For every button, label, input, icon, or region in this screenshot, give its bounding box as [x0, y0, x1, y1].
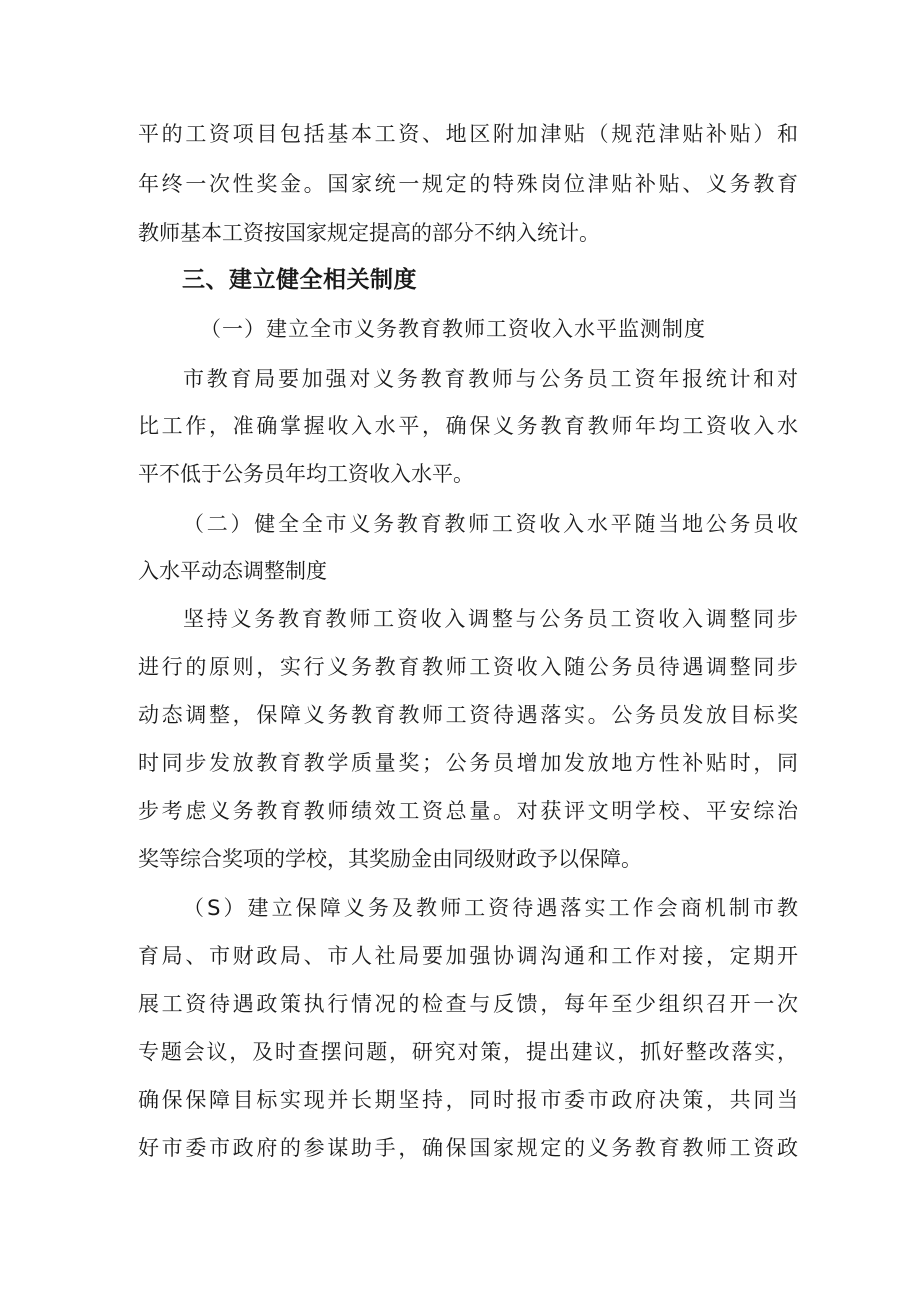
paragraph-line: 步考虑义务教育教师绩效工资总量。对获评文明学校、平安综治: [138, 799, 798, 823]
paragraph-line: 年终一次性奖金。国家统一规定的特殊岗位津贴补贴、义务教育: [138, 172, 798, 196]
paragraph-line: 确保保障目标实现并长期坚持，同时报市委市政府决策，共同当: [138, 1088, 798, 1112]
paragraph-line: 教师基本工资按国家规定提高的部分不纳入统计。: [138, 221, 600, 245]
paragraph-line: 动态调整，保障义务教育教师工资待遇落实。公务员发放目标奖: [138, 703, 798, 727]
paragraph-line: 坚持义务教育教师工资收入调整与公务员工资收入调整同步: [183, 607, 798, 631]
paragraph-line: 平的工资项目包括基本工资、地区附加津贴（规范津贴补贴）和: [138, 122, 798, 146]
subsection-title: （一）建立全市义务教育教师工资收入水平监测制度: [200, 317, 706, 341]
paragraph-line: 平不低于公务员年均工资收入水平。: [138, 462, 474, 486]
paragraph-line: 比工作，准确掌握收入水平，确保义务教育教师年均工资收入水: [138, 414, 798, 438]
paragraph-line: 好市委市政府的参谋助手，确保国家规定的义务教育教师工资政: [138, 1136, 798, 1160]
subsection-title: 入水平动态调整制度: [138, 559, 327, 583]
subsection-title: （二）健全全市义务教育教师工资收入水平随当地公务员收: [183, 512, 798, 536]
paragraph-line: 专题会议，及时查摆问题，研究对策，提出建议，抓好整改落实，: [138, 1040, 798, 1064]
paragraph-line: 展工资待遇政策执行情况的检查与反馈，每年至少组织召开一次: [138, 992, 798, 1016]
paragraph-line: 进行的原则，实行义务教育教师工资收入随公务员待遇调整同步: [138, 655, 798, 679]
paragraph-line: 市教育局要加强对义务教育教师与公务员工资年报统计和对: [183, 367, 798, 391]
paragraph-line: 奖等综合奖项的学校，其奖励金由同级财政予以保障。: [138, 847, 642, 871]
paragraph-line: （S）建立保障义务及教师工资待遇落实工作会商机制市教: [183, 896, 798, 920]
paragraph-line: 时同步发放教育教学质量奖；公务员增加发放地方性补贴时，同: [138, 751, 798, 775]
section-heading: 三、建立健全相关制度: [182, 267, 417, 293]
paragraph-line: 育局、市财政局、市人社局要加强协调沟通和工作对接，定期开: [138, 944, 798, 968]
